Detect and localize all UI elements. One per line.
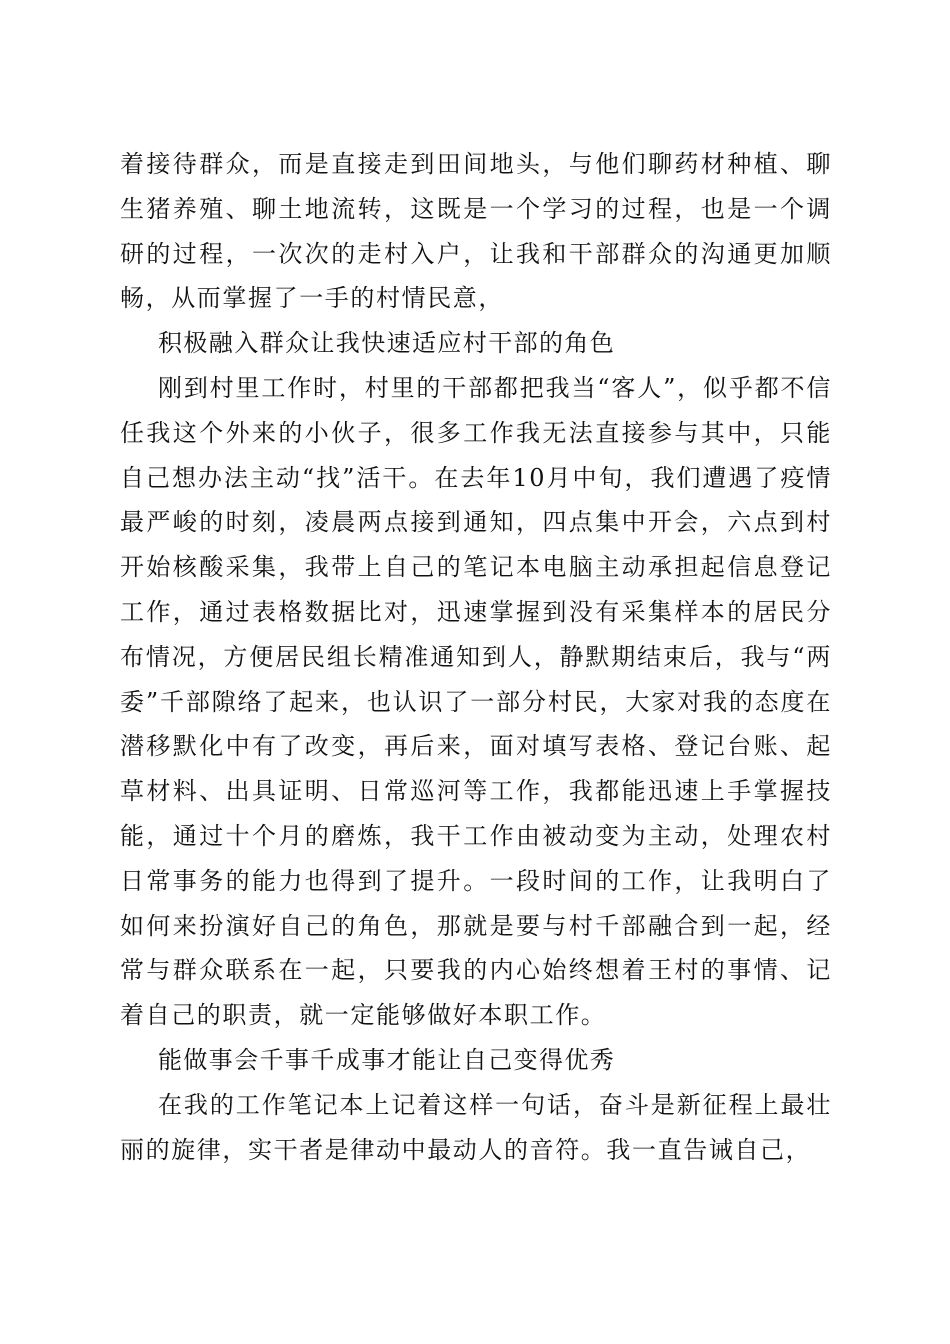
section-heading-role-adaptation: 积极融入群众让我快速适应村干部的角色 [158,329,616,358]
paragraph-continuation: 着接待群众，而是直接走到田间地头，与他们聊药材种植、聊生猪养殖、聊土地流转，这既是一个学习的过程，也是一个调研的过程，一次次的走村入户，让我和干部群众的沟通更加顺畅，从而掌握了一手的村情民意， [120,150,832,313]
document-body [120,142,832,1172]
section-heading-excellence: 能做事会千事千成事才能让自己变得优秀 [158,1045,616,1074]
paragraph-work-notebook: 在我的工作笔记本上记着这样一句话，奋斗是新征程上最壮丽的旋律，实干者是律动中最动人的音符。我一直告诫自己， [120,1090,832,1164]
paragraph-village-work: 刚到村里工作时，村里的干部都把我当“客人”，似乎都不信任我这个外来的小伙子，很多工作我无法直接参与其中，只能自己想办法主动“找”活干。在去年10月中旬，我们遭遇了疫情最严峻的时刻，凌晨两点接到通知，四点集中开会，六点到村开始核酸采集，我带上自己的笔记本电脑主动承担起信息登记工作，通过表格数据比对，迅速掌握到没有采集样本的居民分布情况，方便居民组长精准通知到人，静默期结束后，我与“两委”千部隙络了起来，也认识了一部分村民，大家对我的态度在潜移默化中有了改变，再后来，面对填写表格、登记台账、起草材料、出具证明、日常巡河等工作，我都能迅速上手掌握技能，通过十个月的磨炼，我干工作由被动变为主动，处理农村日常事务的能力也得到了提升。一段时间的工作，让我明白了如何来扮演好自己的角色，那就是要与村千部融合到一起，经常与群众联系在一起，只要我的内心始终想着王村的事情、记着自己的职责，就一定能够做好本职工作。 [120,373,832,1030]
